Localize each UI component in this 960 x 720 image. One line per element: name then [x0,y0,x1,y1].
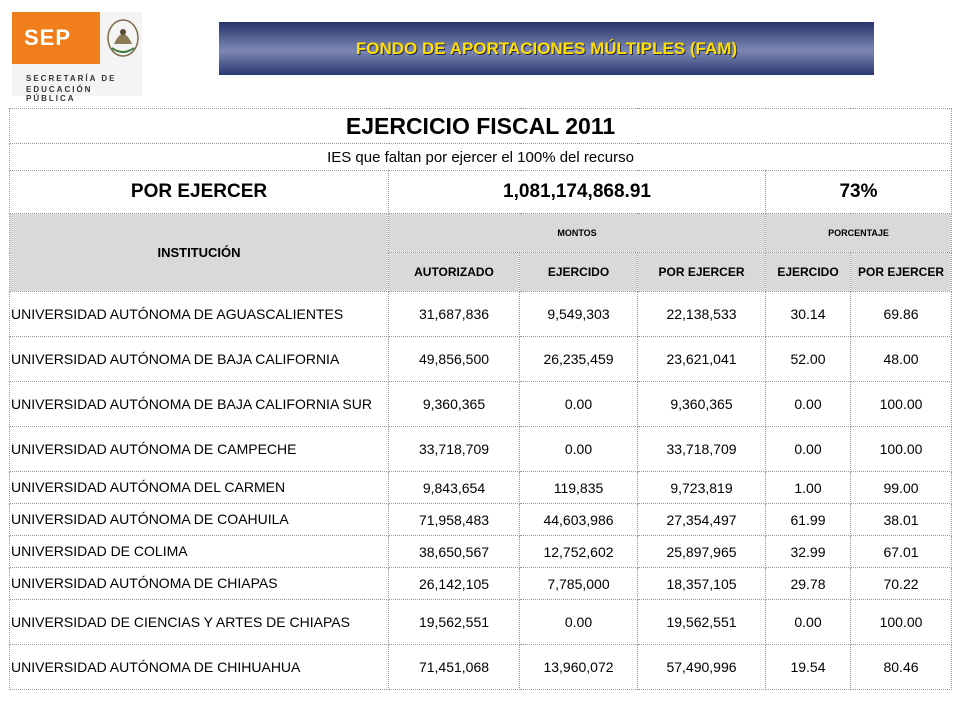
cell-autorizado: 49,856,500 [389,337,520,382]
cell-pct-por-ejercer: 48.00 [851,337,952,382]
header-montos: MONTOS [389,214,766,253]
sep-logo-box [12,12,100,64]
summary-percent: 73% [766,171,952,214]
cell-ejercido: 0.00 [520,600,638,645]
cell-por-ejercer: 22,138,533 [638,292,766,337]
cell-pct-ejercido: 0.00 [766,600,851,645]
mexico-seal-icon [104,16,142,60]
cell-por-ejercer: 9,360,365 [638,382,766,427]
cell-pct-ejercido: 61.99 [766,504,851,536]
header-por-ejercer: POR EJERCER [638,253,766,292]
header-autorizado: AUTORIZADO [389,253,520,292]
header-ejercido: EJERCIDO [520,253,638,292]
cell-institution: UNIVERSIDAD DE COLIMA [10,536,389,568]
cell-pct-por-ejercer: 69.86 [851,292,952,337]
cell-ejercido: 7,785,000 [520,568,638,600]
cell-ejercido: 0.00 [520,427,638,472]
cell-pct-por-ejercer: 38.01 [851,504,952,536]
cell-por-ejercer: 33,718,709 [638,427,766,472]
cell-por-ejercer: 18,357,105 [638,568,766,600]
cell-pct-por-ejercer: 99.00 [851,472,952,504]
cell-por-ejercer: 57,490,996 [638,645,766,690]
cell-pct-por-ejercer: 80.46 [851,645,952,690]
cell-autorizado: 26,142,105 [389,568,520,600]
cell-pct-ejercido: 29.78 [766,568,851,600]
cell-pct-por-ejercer: 100.00 [851,600,952,645]
cell-autorizado: 19,562,551 [389,600,520,645]
cell-pct-ejercido: 1.00 [766,472,851,504]
header-banner [219,22,874,75]
cell-ejercido: 13,960,072 [520,645,638,690]
table-row [10,645,952,690]
cell-autorizado: 33,718,709 [389,427,520,472]
header-institucion: INSTITUCIÓN [10,214,389,292]
banner-title: FONDO DE APORTACIONES MÚLTIPLES (FAM) [355,38,738,58]
cell-institution: UNIVERSIDAD AUTÓNOMA DE AGUASCALIENTES [10,292,389,337]
table-row [10,472,952,504]
table-row [10,600,952,645]
cell-autorizado: 71,958,483 [389,504,520,536]
cell-institution: UNIVERSIDAD AUTÓNOMA DE CHIHUAHUA [10,645,389,690]
cell-pct-ejercido: 0.00 [766,382,851,427]
cell-institution: UNIVERSIDAD AUTÓNOMA DE COAHUILA [10,504,389,536]
table-row [10,504,952,536]
cell-ejercido: 0.00 [520,382,638,427]
cell-autorizado: 31,687,836 [389,292,520,337]
header-porcentaje: PORCENTAJE [766,214,952,253]
cell-institution: UNIVERSIDAD AUTÓNOMA DE BAJA CALIFORNIA [10,337,389,382]
cell-autorizado: 38,650,567 [389,536,520,568]
summary-amount: 1,081,174,868.91 [389,171,766,214]
table-title: EJERCICIO FISCAL 2011 [10,109,952,144]
header-pct-por-ejercer: POR EJERCER [851,253,952,292]
cell-institution: UNIVERSIDAD AUTÓNOMA DE CAMPECHE [10,427,389,472]
cell-autorizado: 9,360,365 [389,382,520,427]
cell-pct-ejercido: 32.99 [766,536,851,568]
table-row [10,382,952,427]
cell-por-ejercer: 27,354,497 [638,504,766,536]
cell-ejercido: 119,835 [520,472,638,504]
cell-pct-por-ejercer: 100.00 [851,382,952,427]
cell-pct-ejercido: 52.00 [766,337,851,382]
cell-ejercido: 12,752,602 [520,536,638,568]
header-pct-ejercido: EJERCIDO [766,253,851,292]
cell-autorizado: 71,451,068 [389,645,520,690]
cell-por-ejercer: 25,897,965 [638,536,766,568]
table-row [10,536,952,568]
cell-institution: UNIVERSIDAD DE CIENCIAS Y ARTES DE CHIAPAS [10,600,389,645]
cell-pct-ejercido: 0.00 [766,427,851,472]
summary-label: POR EJERCER [10,171,389,214]
sep-logo [12,12,142,103]
logo-line-1: SECRETARÍA DE [26,74,117,83]
table-row [10,337,952,382]
cell-ejercido: 9,549,303 [520,292,638,337]
cell-ejercido: 26,235,459 [520,337,638,382]
cell-pct-ejercido: 30.14 [766,292,851,337]
sep-logo-text: SEP [24,25,72,50]
cell-pct-ejercido: 19.54 [766,645,851,690]
cell-pct-por-ejercer: 70.22 [851,568,952,600]
cell-institution: UNIVERSIDAD AUTÓNOMA DE CHIAPAS [10,568,389,600]
table-subtitle: IES que faltan por ejercer el 100% del recurso [10,144,952,171]
fam-table [9,108,952,690]
cell-autorizado: 9,843,654 [389,472,520,504]
cell-institution: UNIVERSIDAD AUTÓNOMA DE BAJA CALIFORNIA SUR [10,382,389,427]
table-row [10,568,952,600]
cell-ejercido: 44,603,986 [520,504,638,536]
table-row [10,427,952,472]
cell-pct-por-ejercer: 100.00 [851,427,952,472]
cell-pct-por-ejercer: 67.01 [851,536,952,568]
cell-por-ejercer: 9,723,819 [638,472,766,504]
cell-por-ejercer: 19,562,551 [638,600,766,645]
cell-por-ejercer: 23,621,041 [638,337,766,382]
cell-institution: UNIVERSIDAD AUTÓNOMA DEL CARMEN [10,472,389,504]
logo-line-2: EDUCACIÓN PÚBLICA [26,85,93,103]
table-row [10,292,952,337]
